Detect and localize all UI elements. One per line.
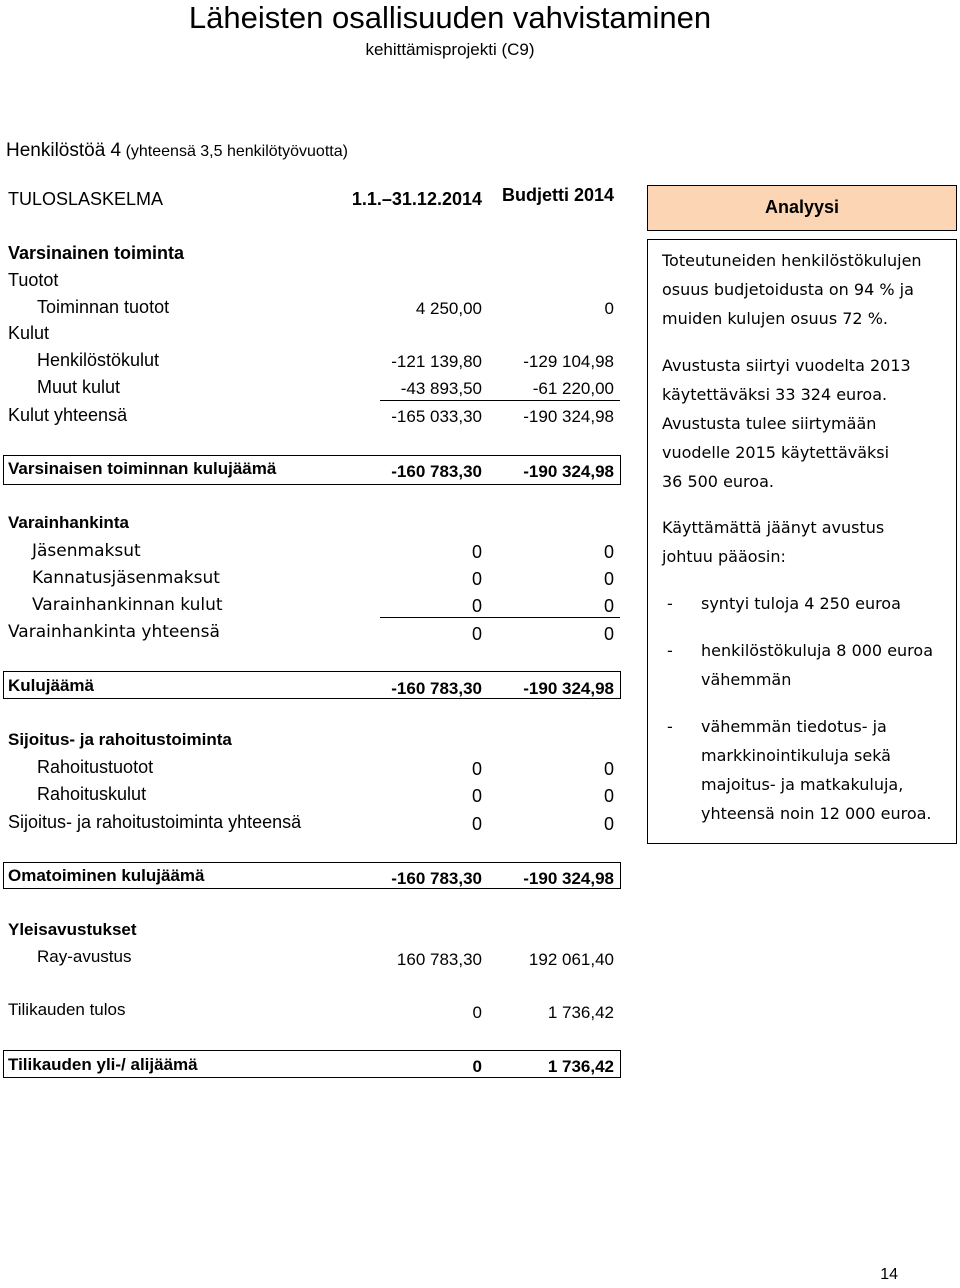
label-omatoiminen: Omatoiminen kulujäämä: [8, 866, 205, 885]
analysis-line: Avustusta siirtyi vuodelta 2013: [662, 356, 911, 375]
subtotal-rule: [380, 617, 620, 618]
value-kulujaama-budget: -190 324,98: [523, 679, 614, 698]
bullet-mark: -: [667, 594, 673, 613]
subtotal-rule: [380, 400, 620, 401]
analysis-line: henkilöstökuluja 8 000 euroa: [701, 641, 933, 660]
value-toiminnan-tuotot-actual: 4 250,00: [415, 299, 482, 318]
label-henkilostokulut: Henkilöstökulut: [37, 350, 160, 370]
value-jasenmaksut-actual: 0: [471, 542, 482, 562]
label-yli-alijaama: Tilikauden yli-/ alijäämä: [8, 1055, 198, 1074]
analysis-paragraph-1: [662, 246, 922, 333]
value-muut-kulut-budget: -61 220,00: [532, 379, 614, 398]
label-varainhankinnan-kulut: Varainhankinnan kulut: [32, 595, 223, 615]
analysis-line: yhteensä noin 12 000 euroa.: [701, 804, 932, 823]
label-jasenmaksut: Jäsenmaksut: [32, 541, 141, 561]
label-varsinainen-kulujaama: Varsinaisen toiminnan kulujäämä: [8, 459, 277, 478]
label-ray-avustus: Ray-avustus: [37, 947, 132, 966]
analysis-bullet-3: [701, 712, 932, 828]
value-henkilostokulut-budget: -129 104,98: [523, 352, 614, 371]
value-varainhankinta-yhteensa-budget: 0: [603, 624, 614, 644]
value-omatoiminen-actual: -160 783,30: [391, 869, 482, 888]
value-muut-kulut-actual: -43 893,50: [400, 379, 482, 398]
label-varainhankinta-yhteensa: Varainhankinta yhteensä: [8, 622, 220, 642]
analysis-line: vähemmän tiedotus- ja: [701, 717, 887, 736]
budget-header: Budjetti 2014: [501, 185, 614, 205]
value-kulujaama-actual: -160 783,30: [391, 679, 482, 698]
analysis-line: osuus budjetoidusta on 94 % ja: [662, 280, 914, 299]
value-tilikauden-tulos-actual: 0: [472, 1003, 482, 1022]
label-rahoituskulut: Rahoituskulut: [37, 784, 147, 804]
value-kannatus-budget: 0: [603, 569, 614, 589]
value-varainhankinta-yhteensa-actual: 0: [471, 624, 482, 644]
label-toiminnan-tuotot: Toiminnan tuotot: [37, 297, 170, 317]
label-muut-kulut: Muut kulut: [37, 377, 121, 397]
value-ray-avustus-actual: 160 783,30: [396, 950, 482, 969]
label-kannatus: Kannatusjäsenmaksut: [32, 568, 220, 588]
bullet-mark: -: [667, 717, 673, 736]
bullet-mark: -: [667, 641, 673, 660]
section-varainhankinta: Varainhankinta: [8, 513, 129, 532]
value-kulut-yhteensa-budget: -190 324,98: [523, 407, 614, 426]
value-varsinainen-kulujaama-budget: -190 324,98: [523, 462, 614, 481]
value-varsinainen-kulujaama-actual: -160 783,30: [391, 462, 482, 481]
analysis-paragraph-2: [662, 351, 911, 496]
label-sijoitus-yhteensa: Sijoitus- ja rahoitustoiminta yhteensä: [8, 812, 302, 832]
value-rahoitustuotot-budget: 0: [603, 759, 614, 779]
value-sijoitus-yhteensa-budget: 0: [603, 814, 614, 834]
analysis-paragraph-3: [662, 513, 884, 571]
analysis-line: syntyi tuloja 4 250 euroa: [701, 594, 901, 613]
statement-label: TULOSLASKELMA: [8, 189, 164, 209]
analysis-line: vähemmän: [701, 670, 792, 689]
analysis-bullet-1: [701, 589, 901, 618]
label-tuotot: Tuotot: [8, 270, 59, 290]
period-header: 1.1.–31.12.2014: [351, 189, 482, 209]
analysis-line: 36 500 euroa.: [662, 472, 774, 491]
label-kulut-yhteensa: Kulut yhteensä: [8, 405, 128, 425]
value-varainhankinnan-kulut-actual: 0: [471, 596, 482, 616]
value-omatoiminen-budget: -190 324,98: [523, 869, 614, 888]
value-yli-alijaama-actual: 0: [472, 1057, 482, 1076]
analysis-line: käytettäväksi 33 324 euroa.: [662, 385, 888, 404]
value-yli-alijaama-budget: 1 736,42: [547, 1057, 614, 1076]
section-varsinainen: Varsinainen toiminta: [8, 243, 185, 263]
value-rahoituskulut-budget: 0: [603, 786, 614, 806]
staff-note: (yhteensä 3,5 henkilötyövuotta): [121, 143, 348, 160]
analysis-line: muiden kulujen osuus 72 %.: [662, 309, 888, 328]
analysis-heading: Analyysi: [647, 185, 957, 231]
analysis-bullet-2: [701, 636, 933, 694]
analysis-line: markkinointikuluja sekä: [701, 746, 891, 765]
section-yleisavustukset: Yleisavustukset: [8, 920, 137, 939]
analysis-line: Avustusta tulee siirtymään: [662, 414, 877, 433]
label-tilikauden-tulos: Tilikauden tulos: [8, 1000, 126, 1019]
page-title: Läheisten osallisuuden vahvistaminen: [188, 0, 712, 35]
label-kulut: Kulut: [8, 323, 50, 343]
analysis-line: vuodelle 2015 käytettäväksi: [662, 443, 890, 462]
label-rahoitustuotot: Rahoitustuotot: [37, 757, 154, 777]
analysis-line: Käyttämättä jäänyt avustus: [662, 518, 885, 537]
value-ray-avustus-budget: 192 061,40: [528, 950, 614, 969]
section-sijoitus: Sijoitus- ja rahoitustoiminta: [8, 730, 232, 749]
value-sijoitus-yhteensa-actual: 0: [471, 814, 482, 834]
page-subtitle: kehittämisprojekti (C9): [365, 40, 535, 59]
label-kulujaama: Kulujäämä: [8, 676, 94, 695]
page-number: 14: [880, 1266, 898, 1283]
staff-count: Henkilöstöä 4: [6, 140, 122, 161]
analysis-line: majoitus- ja matkakuluja,: [701, 775, 904, 794]
value-jasenmaksut-budget: 0: [603, 542, 614, 562]
value-varainhankinnan-kulut-budget: 0: [603, 596, 614, 616]
value-rahoitustuotot-actual: 0: [471, 759, 482, 779]
value-henkilostokulut-actual: -121 139,80: [391, 352, 482, 371]
staff-info: [6, 140, 348, 162]
value-kulut-yhteensa-actual: -165 033,30: [391, 407, 482, 426]
analysis-line: Toteutuneiden henkilöstökulujen: [662, 251, 922, 270]
value-kannatus-actual: 0: [471, 569, 482, 589]
value-tilikauden-tulos-budget: 1 736,42: [547, 1003, 614, 1022]
value-toiminnan-tuotot-budget: 0: [604, 299, 614, 318]
analysis-line: johtuu pääosin:: [662, 547, 786, 566]
value-rahoituskulut-actual: 0: [471, 786, 482, 806]
